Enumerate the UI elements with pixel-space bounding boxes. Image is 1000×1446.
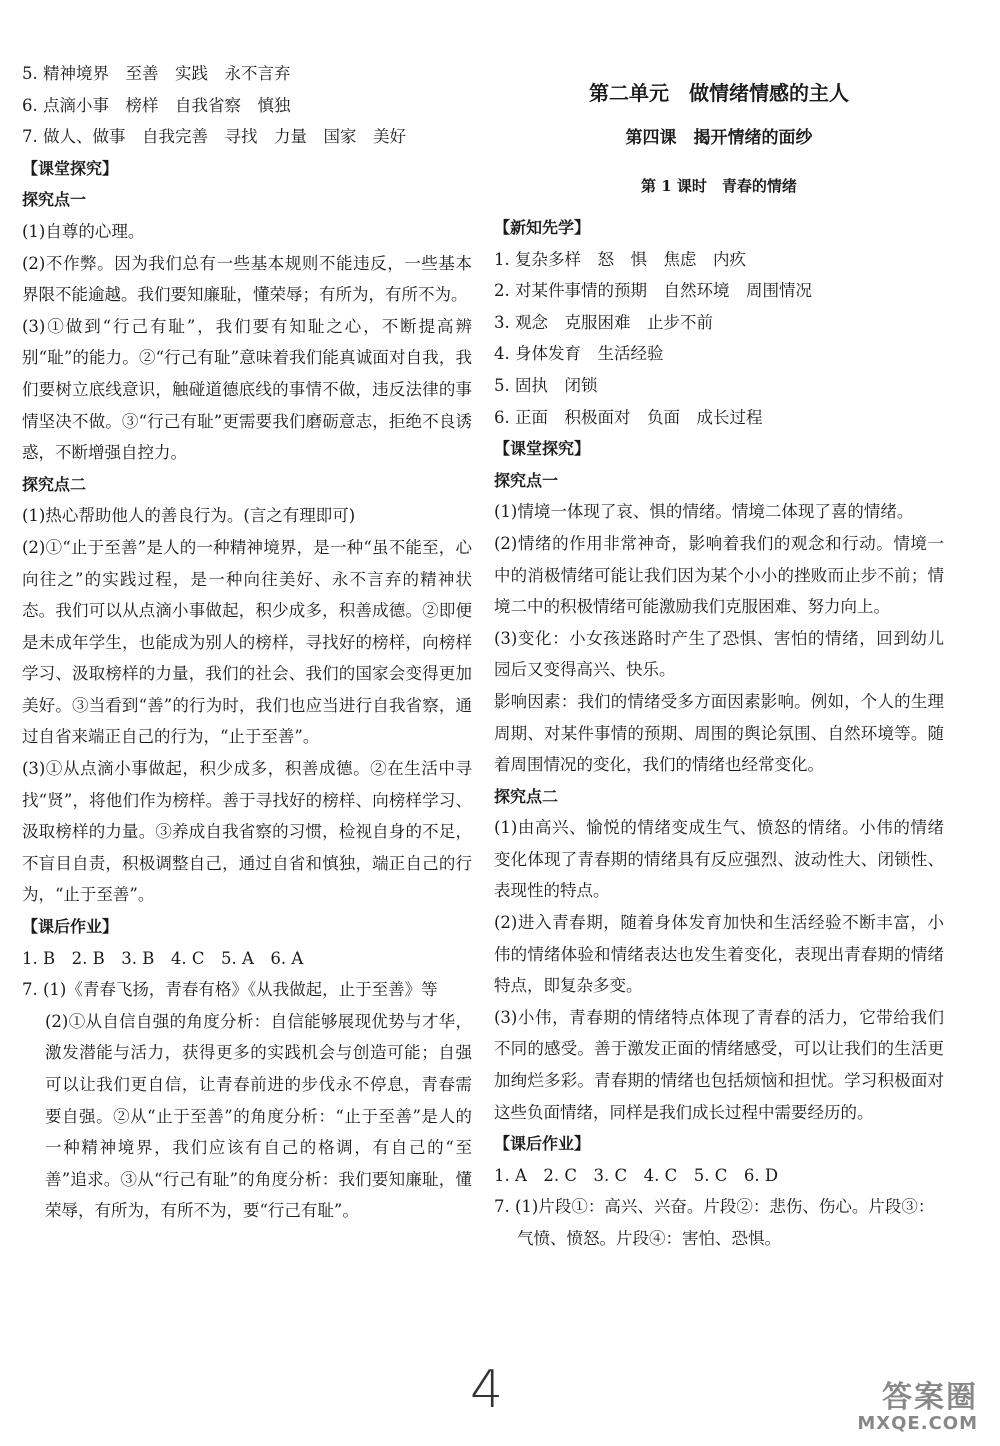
section-heading: 【课堂探究】: [494, 439, 591, 459]
answer-paragraph: (1)自尊的心理。: [22, 221, 145, 241]
answer-paragraph: (3)①做到“行己有耻”，我们要有知耻之心，不断提高辨别“耻”的能力。②“行己有耻”意味着我们能真诚面对自我，我们要树立底线意识，触碰道德底线的事情不做，违反法律的事情坚决不做。③“行己有耻”更需要我们磨砺意志，拒绝不良诱惑，不断增强自控力。: [22, 316, 472, 463]
section-heading: 探究点一: [494, 470, 559, 490]
answer-paragraph: 6. 点滴小事 榜样 自我省察 慎独: [22, 95, 291, 115]
answer-paragraph: 7. (1)片段①：高兴、兴奋。片段②：悲伤、伤心。片段③：: [494, 1197, 935, 1217]
answer-paragraph: 影响因素：我们的情绪受多方面因素影响。例如，个人的生理周期、对某件事情的预期、周围的舆论氛围、自然环境等。随着周围情况的变化，我们的情绪也经常变化。: [494, 691, 944, 775]
answer-paragraph: 2. 对某件事情的预期 自然环境 周围情况: [494, 281, 812, 301]
left-column: [22, 58, 472, 1227]
answer-paragraph: (2)①“止于至善”是人的一种精神境界，是一种“虽不能至，心向往之”的实践过程，是一种向往美好、永不言弃的精神状态。我们可以从点滴小事做起，积少成多，积善成德。②即便是未成年学生，也能成为别人的榜样，寻找好的榜样，向榜样学习、汲取榜样的力量，我们的社会、我们的国家会变得更加美好。③当看到“善”的行为时，我们也应当进行自我省察，通过自省来端正自己的行为，“止于至善”。: [22, 537, 472, 747]
answer-paragraph: (2)①从自信自强的角度分析：自信能够展现优势与才华，激发潜能与活力，获得更多的实践机会与创造可能；自强可以让我们更自信，让青春前进的步伐永不停息，青春需要自强。②从“止于至善”的角度分析：“止于至善”是人的一种精神境界，我们应该有自己的格调，有自己的“至善”追求。③从“行己有耻”的角度分析：我们要知廉耻，懂荣辱，有所为，有所不为，要“行己有耻”。: [45, 1011, 472, 1221]
lesson-title: 第四课 揭开情绪的面纱: [625, 128, 813, 148]
right-body: [494, 212, 944, 1255]
answer-paragraph: 7. (1)《青春飞扬，青春有格》《从我做起，止于至善》等: [22, 980, 438, 1000]
answer-paragraph: (3)变化：小女孩迷路时产生了恐惧、害怕的情绪，回到幼儿园后又变得高兴、快乐。: [494, 628, 944, 680]
answer-paragraph: 1. 复杂多样 怒 惧 焦虑 内疚: [494, 249, 746, 269]
watermark-line1: 答案圈: [882, 1380, 978, 1415]
answer-paragraph: (1)由高兴、愉悦的情绪变成生气、愤怒的情绪。小伟的情绪变化体现了青春期的情绪具有反应强烈、波动性大、闭锁性、表现性的特点。: [494, 818, 944, 901]
answer-paragraph: 3. 观念 克服困难 止步不前: [494, 312, 713, 332]
section-heading: 探究点一: [22, 190, 87, 210]
answer-paragraph: (3)小伟，青春期的情绪特点体现了青春的活力，它带给我们不同的感受。善于激发正面的情绪感受，可以让我们的生活更加绚烂多彩。青春期的情绪也包括烦恼和担忧。学习积极面对这些负面情绪，同样是我们成长过程中需要经历的。: [494, 1007, 944, 1122]
section-heading: 【课堂探究】: [22, 158, 119, 178]
answer-paragraph: 7. 做人、做事 自我完善 寻找 力量 国家 美好: [22, 127, 406, 147]
section-heading: 【课后作业】: [22, 917, 119, 937]
answer-paragraph: (2)不作弊。因为我们总有一些基本规则不能违反，一些基本界限不能逾越。我们要知廉耻，懂荣辱；有所为，有所不为。: [22, 253, 472, 305]
unit-title: 第二单元 做情绪情感的主人: [589, 81, 849, 105]
right-column: [494, 58, 944, 1255]
answer-paragraph: 气愤、愤怒。片段④：害怕、恐惧。: [517, 1229, 781, 1248]
answer-paragraph: (3)①从点滴小事做起，积少成多，积善成德。②在生活中寻找“贤”，将他们作为榜样。善于寻找好的榜样、向榜样学习、汲取榜样的力量。③养成自我省察的习惯，检视自身的不足，不盲目自责，积极调整自己，通过自省和慎独，端正自己的行为，“止于至善”。: [22, 759, 472, 905]
watermark-line2: MXQE.COM: [857, 1413, 978, 1434]
page-number: 4: [470, 1360, 504, 1420]
section-heading: 探究点二: [494, 786, 559, 806]
period-title: 第 1 课时 青春的情绪: [641, 177, 797, 195]
answer-paragraph: 5. 固执 闭锁: [494, 375, 598, 395]
answer-paragraph: 4. 身体发育 生活经验: [494, 344, 664, 364]
section-heading: 探究点二: [22, 474, 87, 494]
answer-paragraph: 6. 正面 积极面对 负面 成长过程: [494, 407, 763, 427]
answer-paragraph: 1. A 2. C 3. C 4. C 5. C 6. D: [494, 1165, 779, 1185]
answer-paragraph: (1)热心帮助他人的善良行为。(言之有理即可): [22, 506, 356, 526]
answer-paragraph: (2)进入青春期，随着身体发育加快和生活经验不断丰富，小伟的情绪体验和情绪表达也发生着变化，表现出青春期的情绪特点，即复杂多变。: [494, 913, 944, 996]
answer-paragraph: (1)情境一体现了哀、惧的情绪。情境二体现了喜的情绪。: [494, 502, 914, 522]
section-heading: 【新知先学】: [494, 218, 591, 237]
answer-paragraph: (2)情绪的作用非常神奇，影响着我们的观念和行动。情境一中的消极情绪可能让我们因为某个小小的挫败而止步不前；情境二中的积极情绪可能激励我们克服困难、努力向上。: [494, 533, 944, 617]
answer-paragraph: 5. 精神境界 至善 实践 永不言弃: [22, 64, 291, 83]
watermark-logo: [857, 1382, 978, 1434]
section-heading: 【课后作业】: [494, 1134, 591, 1154]
answer-paragraph: 1. B 2. B 3. B 4. C 5. A 6. A: [22, 948, 304, 968]
